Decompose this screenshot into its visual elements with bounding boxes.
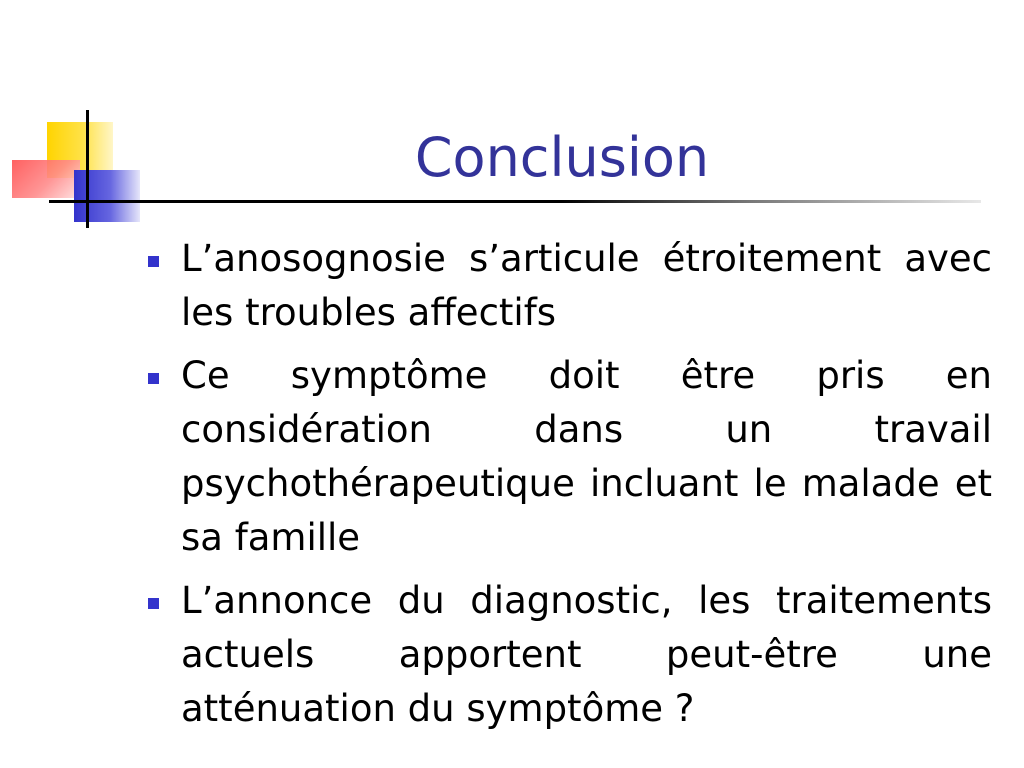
bullet-text: L’anosognosie s’articule étroitement avec les troubles affectifs xyxy=(181,237,992,334)
vertical-rule xyxy=(86,110,89,228)
square-bullet-icon xyxy=(148,256,159,267)
slide-title: Conclusion xyxy=(414,126,710,189)
bullet-list xyxy=(144,232,992,745)
bullet-item xyxy=(144,349,992,565)
square-bullet-icon xyxy=(148,373,159,384)
title-underline xyxy=(49,200,981,203)
bullet-item xyxy=(144,574,992,736)
bullet-item xyxy=(144,232,992,340)
bullet-text: L’annonce du diagnostic, les traitements actuels apportent peut-être une atténuation du symptôme ? xyxy=(181,579,992,730)
red-square-decoration xyxy=(12,160,80,198)
square-bullet-icon xyxy=(148,598,159,609)
corner-ornament xyxy=(0,0,160,240)
blue-square-decoration xyxy=(74,170,140,222)
bullet-text: Ce symptôme doit être pris en considération dans un travail psychothérapeutique incluant le malade et sa famille xyxy=(181,354,992,559)
